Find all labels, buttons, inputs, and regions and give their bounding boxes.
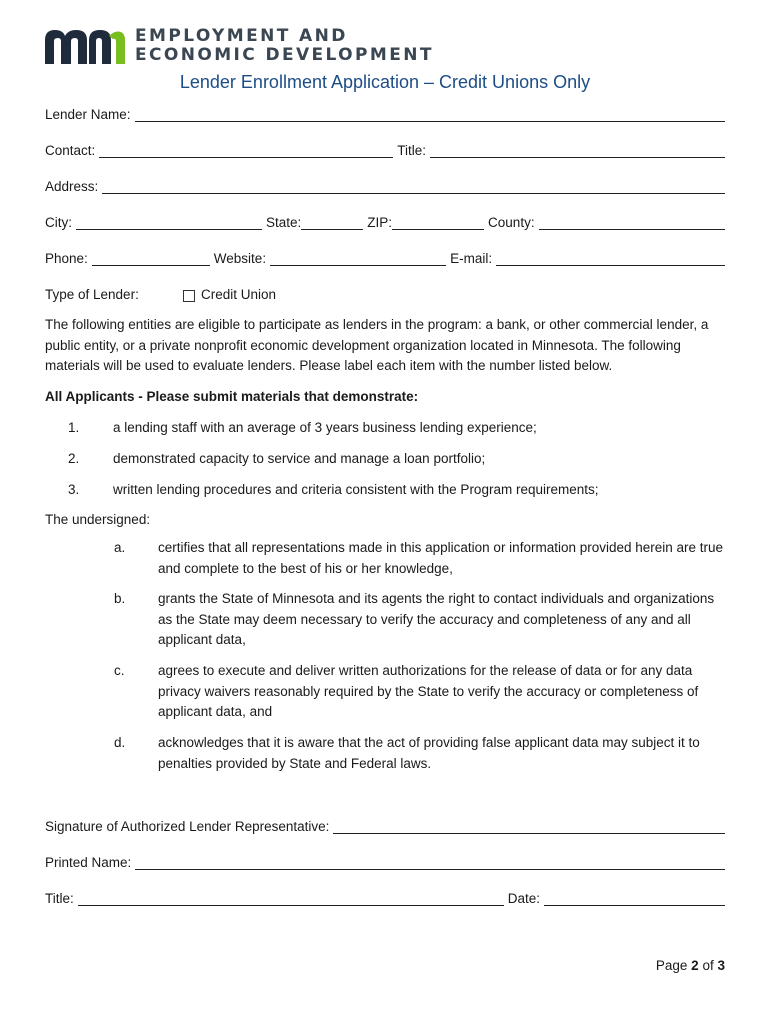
of-word: of [702, 958, 714, 973]
website-field[interactable] [270, 250, 446, 266]
phone-field[interactable] [92, 250, 210, 266]
signer-title-field[interactable] [78, 890, 504, 906]
credit-union-label: Credit Union [201, 287, 277, 302]
list-item-letter: b. [114, 591, 126, 606]
address-row [45, 176, 725, 194]
list-item-text: grants the State of Minnesota and its agents the right to contact individuals and organizations as the State may deem necessary to verify the accuracy and completeness of any and all applicant data, [158, 591, 715, 647]
lender-name-field[interactable] [135, 106, 725, 122]
minnesota-m-logo-icon [45, 28, 125, 64]
page-total: 3 [717, 958, 725, 973]
deed-logo [45, 26, 434, 66]
contact-title-label: Title: [397, 143, 427, 158]
contact-field[interactable] [99, 142, 393, 158]
list-item-text: certifies that all representations made in this application or information provided herein are true and complete to the best of his or her knowledge, [158, 540, 724, 576]
website-label: Website: [213, 251, 267, 266]
lender-name-row [45, 104, 725, 122]
credit-union-checkbox[interactable] [183, 290, 195, 302]
printed-name-label: Printed Name: [45, 855, 132, 870]
page-word: Page [655, 958, 688, 973]
type-of-lender-label: Type of Lender: [45, 287, 139, 302]
email-label: E-mail: [450, 251, 493, 266]
list-item-text: acknowledges that it is aware that the act of providing false applicant data may subject it to penalties provided by State and Federal laws. [158, 735, 700, 771]
email-field[interactable] [496, 250, 725, 266]
contact-row [45, 140, 725, 158]
list-item-number: 2. [68, 451, 80, 466]
lender-name-label: Lender Name: [45, 107, 131, 122]
city-field[interactable] [76, 214, 262, 230]
document-title: Lender Enrollment Application – Credit Unions Only [179, 72, 591, 92]
title-date-row [45, 888, 725, 906]
printed-name-field[interactable] [135, 854, 725, 870]
intro-paragraph: The following entities are eligible to participate as lenders in the program: a bank, or other commercial lender, a public entity, or a private nonprofit economic development organization located in Minnesota. The following materials will be used to evaluate lenders. Please label each item with the number listed below. [45, 317, 709, 373]
signer-title-label: Title: [45, 891, 74, 906]
city-row [45, 212, 725, 230]
phone-label: Phone: [45, 251, 88, 266]
list-item-text: a lending staff with an average of 3 years business lending experience; [113, 420, 537, 435]
address-field[interactable] [102, 178, 725, 194]
list-item [68, 451, 728, 466]
list-item-number: 1. [68, 420, 80, 435]
county-field[interactable] [539, 214, 725, 230]
list-item [114, 661, 726, 723]
date-field[interactable] [544, 890, 725, 906]
printed-name-row [45, 852, 725, 870]
page-current: 2 [691, 958, 699, 973]
undersigned-label: The undersigned: [45, 512, 151, 527]
list-item-text: demonstrated capacity to service and manage a loan portfolio; [113, 451, 486, 466]
contact-title-field[interactable] [430, 142, 725, 158]
list-item-letter: a. [114, 540, 126, 555]
list-item [114, 538, 726, 579]
zip-field[interactable] [392, 214, 484, 230]
date-label: Date: [507, 891, 541, 906]
address-label: Address: [45, 179, 99, 194]
list-item-letter: d. [114, 735, 126, 750]
zip-label: ZIP: [367, 215, 393, 230]
list-item-letter: c. [114, 663, 125, 678]
all-applicants-heading: All Applicants - Please submit materials that demonstrate: [45, 389, 419, 404]
state-field[interactable] [301, 214, 363, 230]
signature-field[interactable] [333, 818, 725, 834]
county-label: County: [488, 215, 535, 230]
type-of-lender-row [45, 284, 725, 302]
logo-text-line1: EMPLOYMENT AND [135, 26, 348, 46]
list-item [114, 589, 726, 651]
list-item-text: written lending procedures and criteria consistent with the Program requirements; [113, 482, 599, 497]
logo-text-line2: ECONOMIC DEVELOPMENT [135, 45, 434, 65]
phone-row [45, 248, 725, 266]
list-item [68, 420, 728, 435]
state-label: State: [266, 215, 302, 230]
signature-row [45, 816, 725, 834]
list-item [68, 482, 728, 497]
list-item [114, 733, 726, 774]
signature-label: Signature of Authorized Lender Representative: [45, 819, 330, 834]
list-item-text: agrees to execute and deliver written authorizations for the release of data or for any data privacy waivers reasonably required by the State to verify the accuracy or completeness of applicant data, and [158, 663, 699, 719]
logo-wordmark [135, 27, 434, 65]
city-label: City: [45, 215, 72, 230]
contact-label: Contact: [45, 143, 96, 158]
list-item-number: 3. [68, 482, 80, 497]
page-number [656, 958, 725, 973]
